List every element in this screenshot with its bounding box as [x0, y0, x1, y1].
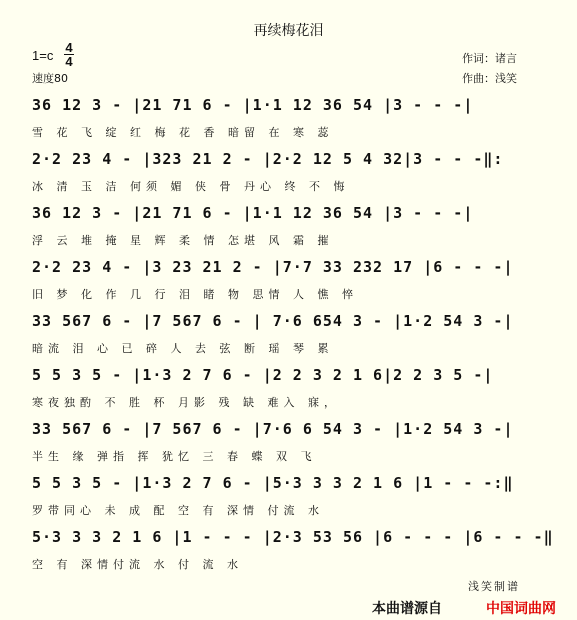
lyrics-row-9: 空 有 深情付流 水 付 流 水	[32, 558, 243, 571]
notation-row-9: 5·3 3 3 2 1 6 |1 - - - |2·3 53 56 |6 - - - |6 - - -‖	[32, 528, 554, 546]
notation-row-5: 33 567 6 - |7 567 6 - | 7·6 654 3 - |1·2 54 3 -|	[32, 312, 514, 330]
source-site-link[interactable]: 中国词曲网	[486, 601, 556, 617]
notation-row-3: 36 12 3 - |21 71 6 - |1·1 12 36 54 |3 - - -|	[32, 204, 474, 222]
lyrics-row-7: 半生 缘 弹指 挥 犹忆 三 春 蝶 双 飞	[32, 450, 317, 463]
lyricist-credit: 作词：诸言	[462, 52, 517, 65]
notation-row-6: 5 5 3 5 - |1·3 2 7 6 - |2 2 3 2 1 6|2 2 3 5 -|	[32, 366, 494, 384]
time-signature	[64, 42, 74, 67]
meter-bottom: 4	[65, 54, 73, 69]
lyrics-row-1: 雪 花 飞 绽 红 梅 花 香 暗留 在 寒 蕊	[32, 126, 334, 139]
notation-row-7: 33 567 6 - |7 567 6 - |7·6 6 54 3 - |1·2 54 3 -|	[32, 420, 514, 438]
notation-row-8: 5 5 3 5 - |1·3 2 7 6 - |5·3 3 3 2 1 6 |1 - - -:‖	[32, 474, 514, 492]
lyrics-row-4: 旧 梦 化 作 几 行 泪 睹 物 思情 人 憔 悴	[32, 288, 358, 301]
lyrics-row-5: 暗流 泪 心 已 碎 人 去 弦 断 瑶 琴 累	[32, 342, 334, 355]
lyrics-row-2: 冰 清 玉 洁 何须 媚 侠 骨 丹心 终 不 悔	[32, 180, 350, 193]
source-label: 本曲谱源自	[372, 601, 442, 617]
lyrics-row-8: 罗带同心 未 成 配 空 有 深情 付流 水	[32, 504, 324, 517]
notation-row-2: 2·2 23 4 - |323 21 2 - |2·2 12 5 4 32|3 - - -‖:	[32, 150, 504, 168]
notation-row-1: 36 12 3 - |21 71 6 - |1·1 12 36 54 |3 - - -|	[32, 96, 474, 114]
notation-row-4: 2·2 23 4 - |3 23 21 2 - |7·7 33 232 17 |6 - - -|	[32, 258, 514, 276]
lyrics-row-6: 寒夜独酌 不 胜 杯 月影 残 缺 难入 寐，	[32, 396, 340, 409]
tempo-marking: 速度80	[32, 72, 68, 85]
meter-top: 4	[65, 40, 73, 55]
page-title: 再续梅花泪	[253, 23, 324, 39]
composer-credit: 作曲：浅笑	[462, 72, 517, 85]
key-signature: 1=c	[32, 48, 54, 63]
transcriber-credit: 浅笑制谱	[468, 580, 520, 593]
lyrics-row-3: 浮 云 堆 掩 星 辉 柔 情 怎堪 风 霜 摧	[32, 234, 334, 247]
